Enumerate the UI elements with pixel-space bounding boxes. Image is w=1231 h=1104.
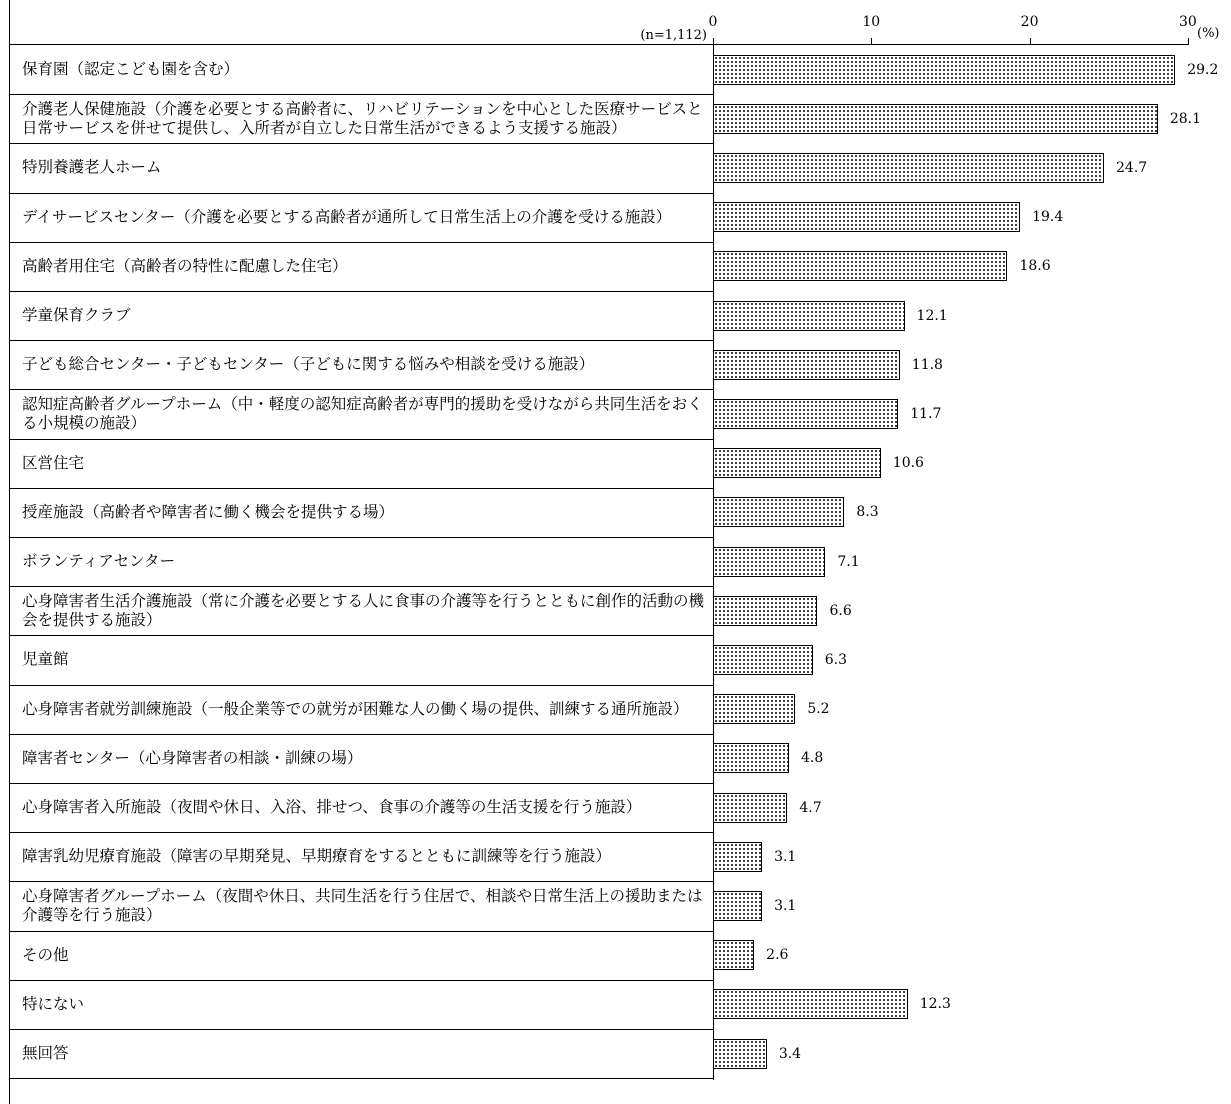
value-label: 6.6: [829, 602, 852, 619]
category-label: 学童保育クラブ: [22, 306, 131, 325]
bar: [713, 694, 795, 724]
category-label: 認知症高齢者グループホーム（中・軽度の認知症高齢者が専門的援助を受けながら共同生活をおくる小規模の施設）: [22, 394, 703, 432]
x-tick-label: 0: [708, 14, 718, 30]
bar: [713, 202, 1020, 232]
x-tick-mark: [1188, 38, 1189, 45]
value-label: 2.6: [766, 947, 789, 964]
x-tick-mark: [1030, 38, 1031, 45]
bar: [713, 891, 762, 921]
table-left-border: [9, 0, 10, 1104]
value-label: 3.1: [774, 848, 797, 865]
unit-label: (%): [1197, 26, 1220, 41]
category-label: 介護老人保健施設（介護を必要とする高齢者に、リハビリテーションを中心とした医療サービスと日常サービスを併せて提供し、入所者が自立した日常生活ができるよう支援する施設）: [22, 99, 703, 137]
value-label: 4.8: [800, 750, 824, 767]
value-label: 29.2: [1187, 61, 1219, 78]
x-tick-label: 30: [1178, 14, 1197, 30]
category-label: 保育園（認定こども園を含む）: [22, 60, 240, 79]
category-label: 特にない: [22, 994, 85, 1013]
bar: [713, 940, 754, 970]
category-label: 心身障害者入所施設（夜間や休日、入浴、排せつ、食事の介護等の生活支援を行う施設）: [22, 798, 642, 817]
bar: [713, 301, 905, 331]
value-label: 12.3: [919, 996, 951, 1013]
bar: [713, 793, 787, 823]
value-label: 10.6: [892, 455, 924, 472]
bar: [713, 497, 844, 527]
category-label: 心身障害者生活介護施設（常に介護を必要とする人に食事の介護等を行うとともに創作的活動の機会を提供する施設）: [22, 591, 705, 629]
bar: [713, 350, 900, 380]
value-label: 3.4: [778, 1045, 802, 1062]
category-label: ボランティアセンター: [22, 552, 175, 571]
category-label: 区営住宅: [22, 453, 85, 472]
bar: [713, 1039, 767, 1069]
value-label: 28.1: [1169, 110, 1201, 127]
category-label: 特別養護老人ホーム: [22, 158, 162, 177]
x-tick-label: 10: [862, 14, 881, 30]
sample-size-label: (n=1,112): [640, 28, 707, 43]
category-label: 児童館: [22, 650, 69, 669]
x-tick-mark: [713, 38, 714, 45]
value-label: 7.1: [837, 553, 860, 570]
category-label: 障害者センター（心身障害者の相談・訓練の場）: [22, 748, 363, 767]
category-label: 無回答: [22, 1044, 69, 1063]
category-label: 障害乳幼児療育施設（障害の早期発見、早期療育をするとともに訓練等を行う施設）: [22, 847, 612, 866]
value-label: 12.1: [916, 307, 948, 324]
bar: [713, 55, 1175, 85]
bar: [713, 842, 762, 872]
bar: [713, 251, 1007, 281]
row-divider: [10, 1078, 713, 1079]
bar: [713, 104, 1158, 134]
value-label: 5.2: [807, 701, 830, 718]
value-label: 18.6: [1019, 258, 1051, 275]
bar: [713, 448, 881, 478]
value-label: 24.7: [1116, 160, 1148, 176]
bar: [713, 743, 789, 773]
bar: [713, 399, 898, 429]
bar: [713, 989, 908, 1019]
x-tick-label: 20: [1020, 14, 1039, 30]
x-axis-line: [713, 44, 1188, 45]
value-label: 11.8: [911, 356, 943, 373]
category-label: 心身障害者就労訓練施設（一般企業等での就労が困難な人の働く場の提供、訓練する通所施設）: [22, 699, 689, 718]
category-label: 子ども総合センター・子どもセンター（子どもに関する悩みや相談を受ける施設）: [22, 355, 595, 374]
category-label: 授産施設（高齢者や障害者に働く機会を提供する場）: [22, 502, 395, 521]
value-label: 8.3: [856, 504, 879, 521]
bar: [713, 596, 817, 626]
bar: [713, 153, 1104, 183]
value-label: 6.3: [824, 652, 847, 668]
value-label: 19.4: [1032, 209, 1064, 226]
value-label: 4.7: [799, 799, 822, 816]
value-label: 11.7: [910, 406, 942, 422]
value-label: 3.1: [774, 898, 797, 914]
category-label: その他: [22, 945, 69, 964]
category-label: デイサービスセンター（介護を必要とする高齢者が通所して日常生活上の介護を受ける施設）: [22, 207, 672, 226]
bar: [713, 547, 825, 577]
x-tick-mark: [871, 38, 872, 45]
category-label: 心身障害者グループホーム（夜間や休日、共同生活を行う住居で、相談や日常生活上の援助または介護等を行う施設）: [22, 886, 703, 924]
category-label: 高齢者用住宅（高齢者の特性に配慮した住宅）: [22, 256, 348, 275]
bar: [713, 645, 813, 675]
